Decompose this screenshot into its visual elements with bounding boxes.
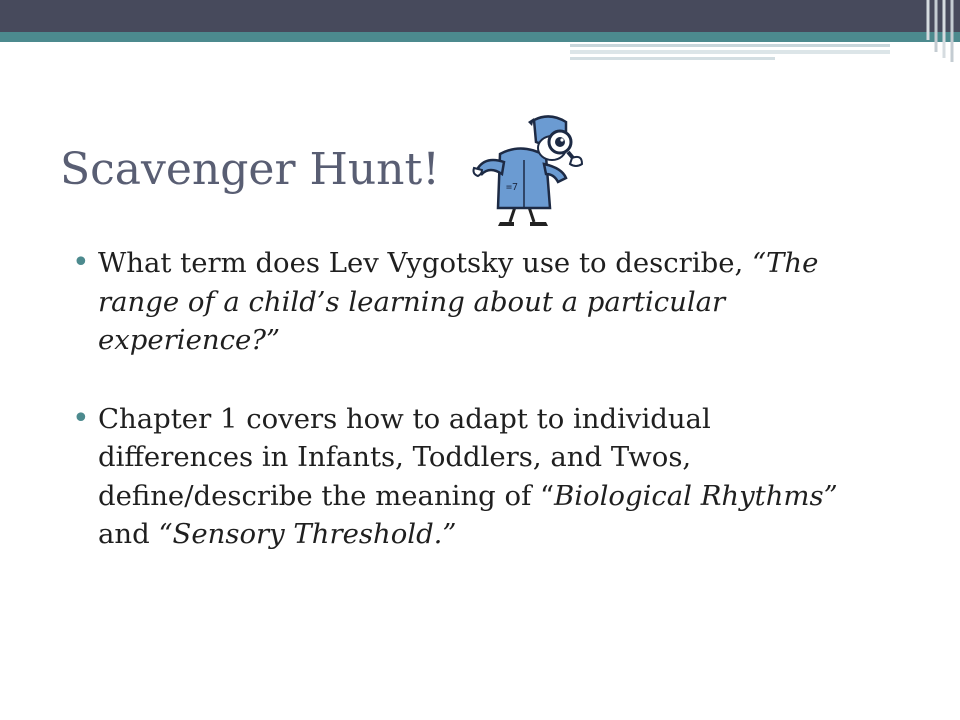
header-bar <box>0 0 960 32</box>
header-stripe <box>570 50 890 54</box>
bullet-plain-text: and <box>98 518 159 550</box>
bullet-marker: • <box>72 400 90 436</box>
slide-title: Scavenger Hunt! <box>60 144 440 195</box>
bullet-plain-text: What term does Lev Vygotsky use to describe, <box>98 247 752 279</box>
term-biological-rhythms: Biological Rhythms” <box>554 479 838 512</box>
header-accent-bar <box>0 32 960 42</box>
bullet-quote-text: “The range of a child’s learning about a particular experience?” <box>98 247 819 356</box>
detective-magnifying-glass-icon <box>470 112 590 228</box>
bullet-plain-text: Chapter 1 covers how to adapt to individual differences in Infants, Toddlers, and Twos, define/describe the meaning of “ <box>98 402 711 512</box>
header-corner-lines <box>920 0 960 62</box>
bullet-text <box>98 247 818 356</box>
term-sensory-threshold: “Sensory Threshold.” <box>158 518 457 550</box>
header-stripe <box>570 57 775 60</box>
header-stripe <box>570 44 890 47</box>
bullet-item-question <box>72 244 872 360</box>
svg-text:=7: =7 <box>506 182 519 193</box>
bullet-marker: • <box>72 245 90 280</box>
bullet-text <box>98 403 838 551</box>
bullet-item-chapter <box>72 400 872 554</box>
bullet-list <box>72 244 872 594</box>
